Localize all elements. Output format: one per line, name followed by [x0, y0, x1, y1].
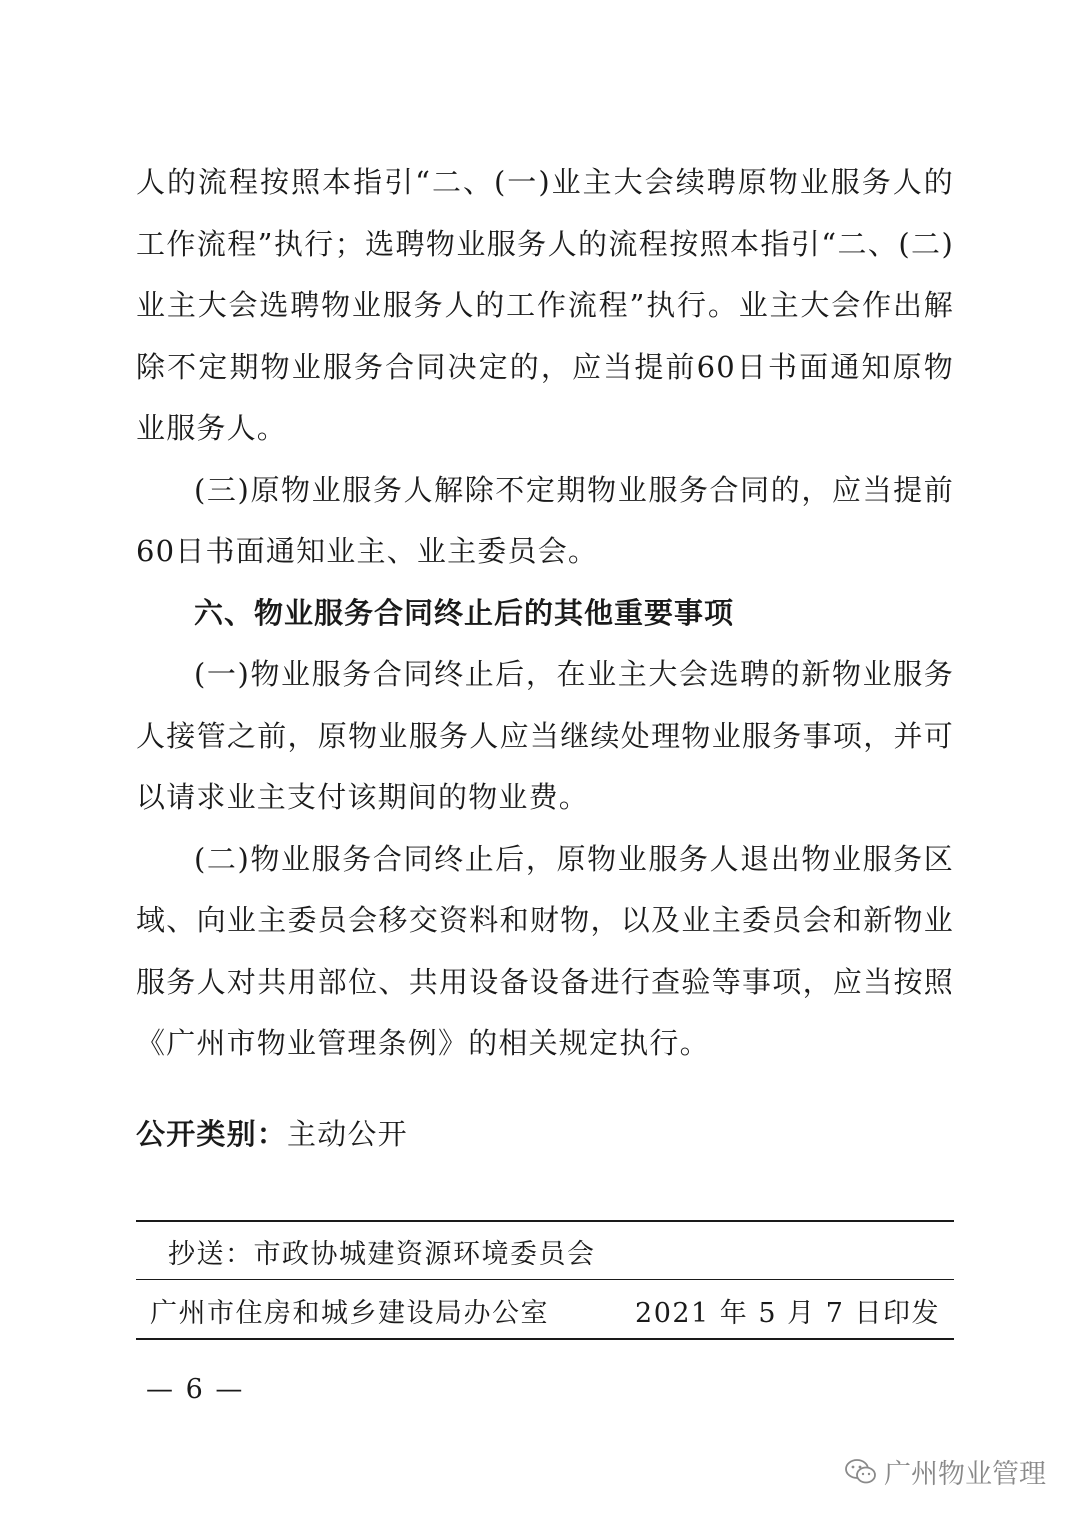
page-number: — 6 — — [146, 1374, 245, 1405]
divider-top — [136, 1220, 954, 1222]
disclosure-value: 主动公开 — [287, 1117, 408, 1151]
divider-middle — [136, 1279, 954, 1280]
body-text — [136, 152, 954, 1075]
issue-date: 2021 年 5 月 7 日印发 — [635, 1298, 940, 1329]
wechat-icon — [844, 1458, 878, 1486]
paragraph-item-2: (二)物业服务合同终止后，原物业服务人退出物业服务区域、向业主委员会移交资料和财物，以及业主委员会和新物业服务人对共用部位、共用设备设备进行查验等事项，应当按照《广州市物业管理条例》的相关规定执行。 — [136, 841, 954, 1060]
watermark-text: 广州物业管理 — [884, 1459, 1046, 1490]
issuing-office: 广州市住房和城乡建设局办公室 — [150, 1298, 549, 1329]
paragraph-item-1: (一)物业服务合同终止后，在业主大会选聘的新物业服务人接管之前，原物业服务人应当继续处理物业服务事项，并可以请求业主支付该期间的物业费。 — [136, 657, 954, 814]
disclosure-label: 公开类别： — [136, 1117, 288, 1151]
section-heading-6: 六、物业服务合同终止后的其他重要事项 — [194, 595, 735, 630]
disclosure-category — [136, 1112, 408, 1153]
paragraph-item-3: (三)原物业服务人解除不定期物业服务合同的，应当提前60日书面通知业主、业主委员会。 — [136, 472, 954, 568]
divider-bottom — [136, 1338, 954, 1340]
watermark — [844, 1452, 1046, 1491]
paragraph-continuation: 人的流程按照本指引“二、(一)业主大会续聘原物业服务人的工作流程”执行；选聘物业服务人的流程按照本指引“二、(二)业主大会选聘物业服务人的工作流程”执行。业主大会作出解除不定期物业服务合同决定的，应当提前60日书面通知原物业服务人。 — [136, 165, 954, 445]
cc-recipients: 抄送：市政协城建资源环境委员会 — [168, 1239, 596, 1270]
